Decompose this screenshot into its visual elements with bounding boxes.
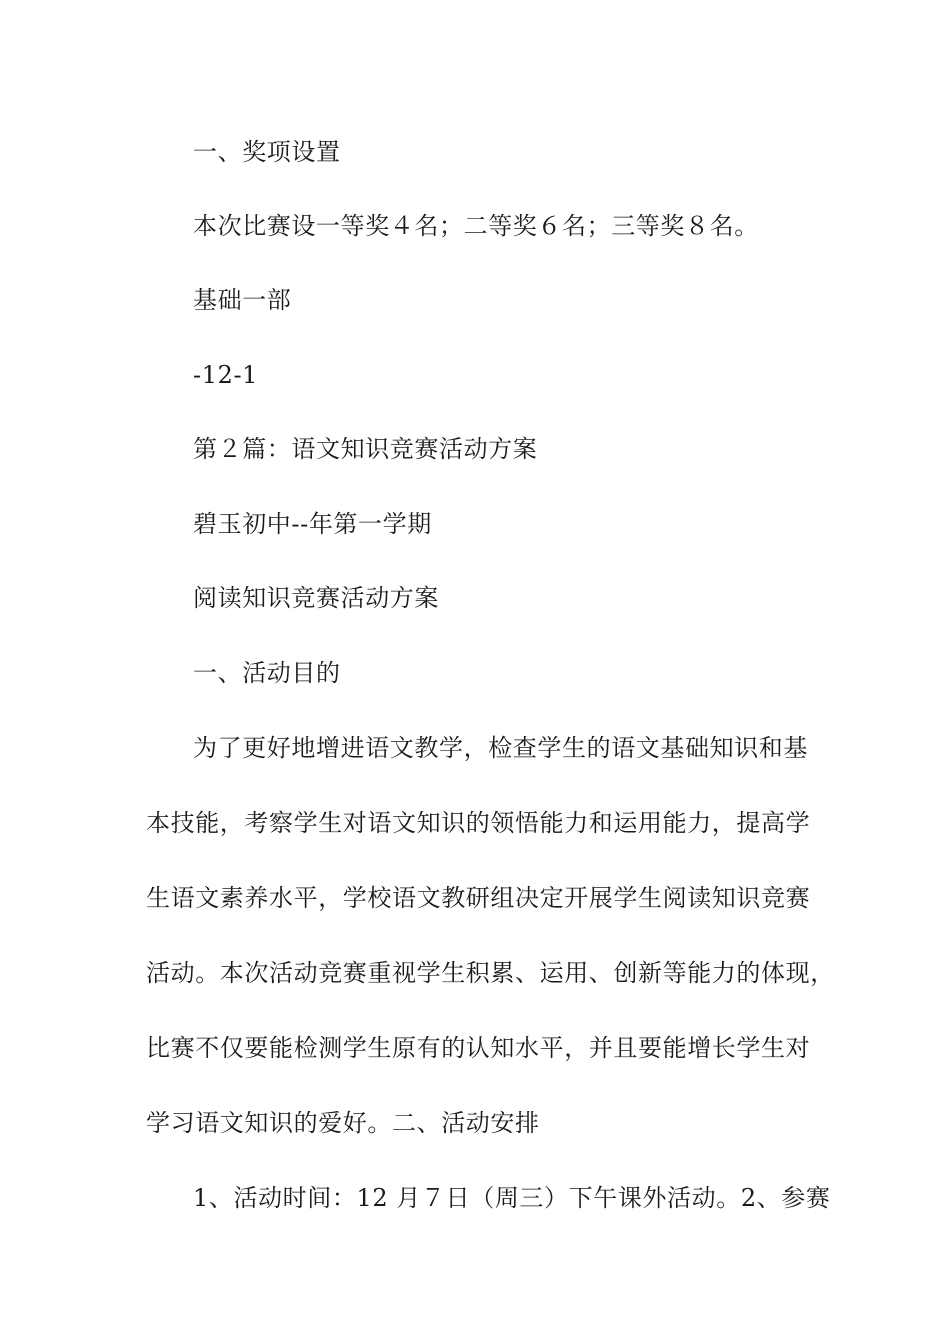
section-heading-purpose: 一、活动目的: [193, 659, 341, 687]
paragraph-line: 活动。本次活动竞赛重视学生积累、运用、创新等能力的体现，: [146, 959, 835, 987]
paragraph-line: 学习语文知识的爱好。二、活动安排: [146, 1109, 540, 1137]
section-heading-awards: 一、奖项设置: [193, 138, 341, 166]
paragraph-line: 生语文素养水平，学校语文教研组决定开展学生阅读知识竞赛: [146, 884, 811, 912]
plan-title: 阅读知识竞赛活动方案: [193, 584, 439, 612]
paragraph-awards-detail: 本次比赛设一等奖４名；二等奖６名；三等奖８名。: [193, 212, 759, 240]
paragraph-line: 本技能，考察学生对语文知识的领悟能力和运用能力，提高学: [146, 809, 811, 837]
paragraph-line: 1、活动时间：12 月７日（周三）下午课外活动。2、参赛: [193, 1184, 831, 1212]
article-title: 第２篇：语文知识竞赛活动方案: [193, 435, 538, 463]
signature-department: 基础一部: [193, 286, 292, 314]
paragraph-line: 比赛不仅要能检测学生原有的认知水平，并且要能增长学生对: [146, 1034, 811, 1062]
paragraph-line: 为了更好地增进语文教学，检查学生的语文基础知识和基: [193, 734, 808, 762]
school-term-line: 碧玉初中--年第一学期: [193, 510, 432, 538]
signature-date: -12-1: [193, 361, 259, 389]
